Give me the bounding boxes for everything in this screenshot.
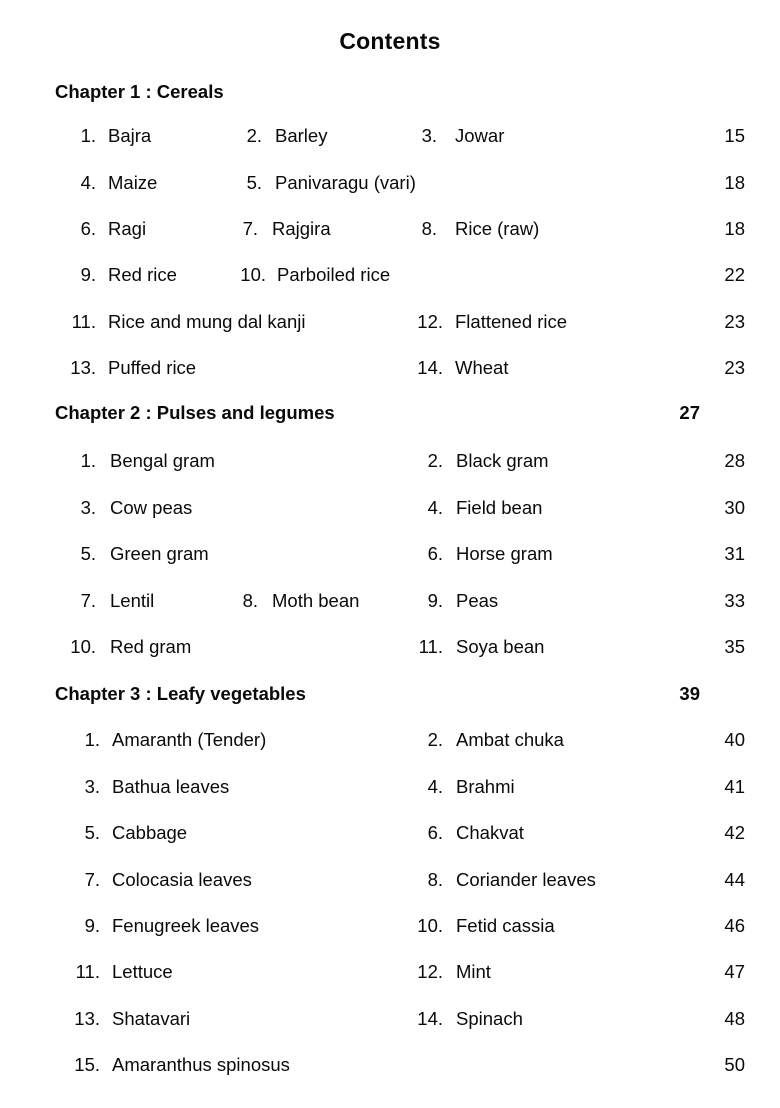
entry-page-number: 40 bbox=[724, 729, 745, 750]
entry-number: 10. bbox=[417, 915, 443, 936]
entry-label[interactable]: Coriander leaves bbox=[456, 869, 596, 890]
toc-entry-row bbox=[0, 590, 780, 620]
chapter-heading[interactable] bbox=[55, 81, 735, 107]
entry-number: 4. bbox=[427, 497, 443, 518]
toc-entry-row bbox=[0, 357, 780, 387]
entry-page-number: 44 bbox=[724, 869, 745, 890]
entry-number: 9. bbox=[84, 915, 100, 936]
toc-entry-row bbox=[0, 869, 780, 899]
entry-number: 1. bbox=[80, 125, 96, 146]
toc-entry-row bbox=[0, 450, 780, 480]
toc-entry-row bbox=[0, 543, 780, 573]
entry-label[interactable]: Shatavari bbox=[112, 1008, 191, 1029]
toc-entry-row bbox=[0, 1054, 780, 1084]
entry-page-number: 47 bbox=[724, 961, 745, 982]
entry-number: 5. bbox=[84, 822, 100, 843]
toc-entry-row bbox=[0, 729, 780, 759]
entry-number: 7. bbox=[84, 869, 100, 890]
entry-number: 1. bbox=[84, 729, 100, 750]
entry-number: 11. bbox=[418, 636, 443, 657]
toc-entry-row bbox=[0, 915, 780, 945]
entry-label[interactable]: Amaranth (Tender) bbox=[112, 729, 267, 750]
entry-label[interactable]: Bathua leaves bbox=[112, 776, 230, 797]
entry-label[interactable]: Jowar bbox=[455, 125, 505, 146]
entry-label[interactable]: Flattened rice bbox=[455, 311, 568, 332]
entry-number: 11. bbox=[75, 961, 100, 982]
entry-label[interactable]: Cow peas bbox=[110, 497, 193, 518]
toc-entry-row bbox=[0, 776, 780, 806]
entry-number: 3. bbox=[84, 776, 100, 797]
chapter-heading[interactable] bbox=[55, 402, 735, 428]
entry-label[interactable]: Red gram bbox=[110, 636, 192, 657]
entry-number: 15. bbox=[74, 1054, 100, 1075]
entry-number: 11. bbox=[71, 311, 96, 332]
entry-number: 10. bbox=[70, 636, 96, 657]
chapter-heading[interactable] bbox=[55, 683, 735, 709]
entry-page-number: 15 bbox=[724, 125, 745, 146]
entry-page-number: 23 bbox=[724, 357, 745, 378]
entry-label[interactable]: Black gram bbox=[456, 450, 549, 471]
entry-label[interactable]: Maize bbox=[108, 172, 158, 193]
entry-page-number: 18 bbox=[724, 218, 745, 239]
entry-number: 2. bbox=[427, 729, 443, 750]
entry-label[interactable]: Ragi bbox=[108, 218, 147, 239]
entry-number: 8. bbox=[421, 218, 437, 239]
entry-label[interactable]: Parboiled rice bbox=[277, 264, 391, 285]
chapter-heading-label: Chapter 3 : Leafy vegetables bbox=[55, 683, 306, 704]
entry-number: 6. bbox=[427, 822, 443, 843]
entry-number: 9. bbox=[427, 590, 443, 611]
entry-label[interactable]: Rice and mung dal kanji bbox=[108, 311, 306, 332]
entry-label[interactable]: Green gram bbox=[110, 543, 209, 564]
entry-label[interactable]: Wheat bbox=[455, 357, 509, 378]
entry-number: 12. bbox=[417, 961, 443, 982]
entry-number: 13. bbox=[70, 357, 96, 378]
entry-number: 5. bbox=[246, 172, 262, 193]
entry-label[interactable]: Rajgira bbox=[272, 218, 331, 239]
entry-label[interactable]: Amaranthus spinosus bbox=[112, 1054, 290, 1075]
entry-page-number: 48 bbox=[724, 1008, 745, 1029]
entry-number: 8. bbox=[427, 869, 443, 890]
entry-page-number: 22 bbox=[724, 264, 745, 285]
entry-number: 14. bbox=[417, 1008, 443, 1029]
entry-number: 5. bbox=[80, 543, 96, 564]
entry-page-number: 18 bbox=[724, 172, 745, 193]
entry-label[interactable]: Barley bbox=[275, 125, 328, 146]
entry-number: 7. bbox=[242, 218, 258, 239]
entry-label[interactable]: Moth bean bbox=[272, 590, 360, 611]
entry-number: 6. bbox=[80, 218, 96, 239]
entry-page-number: 31 bbox=[724, 543, 745, 564]
entry-label[interactable]: Field bean bbox=[456, 497, 543, 518]
entry-number: 10. bbox=[240, 264, 266, 285]
entry-number: 13. bbox=[74, 1008, 100, 1029]
entry-number: 8. bbox=[242, 590, 258, 611]
entry-label[interactable]: Fetid cassia bbox=[456, 915, 555, 936]
entry-label[interactable]: Spinach bbox=[456, 1008, 523, 1029]
entry-label[interactable]: Fenugreek leaves bbox=[112, 915, 260, 936]
chapter-heading-label: Chapter 1 : Cereals bbox=[55, 81, 224, 102]
entry-number: 2. bbox=[427, 450, 443, 471]
entry-number: 6. bbox=[427, 543, 443, 564]
toc-entry-row bbox=[0, 172, 780, 202]
entry-label[interactable]: Mint bbox=[456, 961, 491, 982]
entry-page-number: 41 bbox=[724, 776, 745, 797]
chapter-page-number: 27 bbox=[679, 402, 700, 423]
entry-page-number: 46 bbox=[724, 915, 745, 936]
entry-label[interactable]: Red rice bbox=[108, 264, 177, 285]
entry-number: 2. bbox=[246, 125, 262, 146]
entry-number: 9. bbox=[80, 264, 96, 285]
entry-page-number: 30 bbox=[724, 497, 745, 518]
entry-label[interactable]: Bajra bbox=[108, 125, 152, 146]
toc-entry-row bbox=[0, 497, 780, 527]
entry-page-number: 50 bbox=[724, 1054, 745, 1075]
entry-page-number: 42 bbox=[724, 822, 745, 843]
entry-number: 12. bbox=[417, 311, 443, 332]
entry-label[interactable]: Colocasia leaves bbox=[112, 869, 252, 890]
toc-entry-row bbox=[0, 264, 780, 294]
toc-entry-row bbox=[0, 311, 780, 341]
entry-page-number: 35 bbox=[724, 636, 745, 657]
entry-label[interactable]: Horse gram bbox=[456, 543, 553, 564]
chapter-page-number: 39 bbox=[679, 683, 700, 704]
toc-entry-row bbox=[0, 961, 780, 991]
entry-label[interactable]: Soya bean bbox=[456, 636, 545, 657]
entry-label[interactable]: Rice (raw) bbox=[455, 218, 540, 239]
toc-entry-row bbox=[0, 218, 780, 248]
page-title: Contents bbox=[339, 28, 441, 54]
entry-number: 3. bbox=[80, 497, 96, 518]
toc-entry-row bbox=[0, 822, 780, 852]
toc-entry-row bbox=[0, 125, 780, 155]
entry-page-number: 33 bbox=[724, 590, 745, 611]
entry-number: 4. bbox=[427, 776, 443, 797]
entry-label[interactable]: Peas bbox=[456, 590, 499, 611]
entry-number: 3. bbox=[421, 125, 437, 146]
toc-entry-row bbox=[0, 1008, 780, 1038]
entry-number: 7. bbox=[80, 590, 96, 611]
entry-label[interactable]: Lettuce bbox=[112, 961, 173, 982]
entry-label[interactable]: Cabbage bbox=[112, 822, 188, 843]
entry-number: 1. bbox=[80, 450, 96, 471]
entry-page-number: 23 bbox=[724, 311, 745, 332]
toc-entry-row bbox=[0, 636, 780, 666]
entry-label[interactable]: Lentil bbox=[110, 590, 155, 611]
entry-label[interactable]: Puffed rice bbox=[108, 357, 197, 378]
entry-number: 14. bbox=[417, 357, 443, 378]
chapter-heading-label: Chapter 2 : Pulses and legumes bbox=[55, 402, 335, 423]
entry-number: 4. bbox=[80, 172, 96, 193]
entry-label[interactable]: Panivaragu (vari) bbox=[275, 172, 416, 193]
entry-label[interactable]: Bengal gram bbox=[110, 450, 215, 471]
entry-label[interactable]: Brahmi bbox=[456, 776, 515, 797]
entry-label[interactable]: Ambat chuka bbox=[456, 729, 564, 750]
entry-page-number: 28 bbox=[724, 450, 745, 471]
entry-label[interactable]: Chakvat bbox=[456, 822, 524, 843]
